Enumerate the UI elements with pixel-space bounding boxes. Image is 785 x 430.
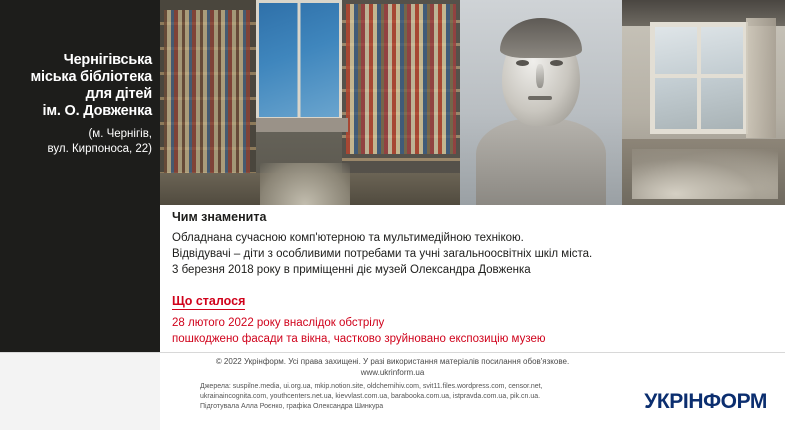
sources (200, 382, 580, 412)
debris (260, 163, 350, 205)
title-line-3: для дітей (85, 86, 152, 102)
known-for-line-2: Відвідувачі – діти з особливими потребами та учні загальноосвітніх шкіл міста. (172, 248, 593, 260)
what-happened-heading: Що сталося (172, 294, 246, 308)
bust-mouth (528, 96, 552, 100)
curtain (746, 18, 776, 138)
page-title (8, 52, 152, 120)
sources-line-2: ukrainaincognita.com, youthcenters.net.ua, kievvlast.com.ua, barabooka.com.ua, istpravda.com.ua, pik.cn.ua. (200, 393, 541, 400)
bust-nose (536, 64, 544, 88)
address-line-2: вул. Кирпоноса, 22) (47, 143, 152, 155)
title-line-1: Чернігівська (63, 52, 152, 68)
dovzhenko-bust-photo (460, 0, 622, 205)
library-interior-photo (160, 0, 460, 205)
what-happened-line-2: пошкоджено фасади та вікна, частково зруйновано експозицію музею (172, 333, 546, 345)
damaged-room-photo (622, 0, 785, 205)
books-left (164, 10, 250, 180)
title-line-4: ім. О. Довженка (42, 103, 152, 119)
footer-divider (0, 352, 785, 353)
sources-line-1: Джерела: suspilne.media, ui.org.ua, mkip.notion.site, oldchernihiv.com, svit11.files.wordpress.com, censor.net, (200, 383, 543, 390)
window-frame (256, 0, 342, 120)
address-line-1: (м. Чернігів, (88, 128, 152, 140)
address (8, 127, 152, 157)
known-for-line-1: Обладнана сучасною комп'ютерною та мультимедійною технікою. (172, 232, 524, 244)
website-url[interactable]: www.ukrinform.ua (360, 368, 425, 377)
broken-window (650, 22, 748, 134)
bust-eye-right (550, 60, 563, 66)
title-line-2: міська бібліотека (30, 69, 152, 85)
copyright (0, 356, 785, 378)
books-right (346, 4, 456, 154)
known-for-line-3: 3 березня 2018 року в приміщенні діє музей Олександра Довженка (172, 264, 531, 276)
title-panel (0, 0, 160, 352)
bust-eye-left (516, 60, 529, 66)
ukrinform-logo: УКРІНФОРМ (644, 390, 767, 413)
sources-line-3: Підготувала Алла Роєнко, графіка Олександра Шинкура (200, 403, 384, 410)
text-content (172, 210, 772, 347)
photo-strip (160, 0, 785, 205)
table (256, 118, 348, 132)
bust-shoulders (476, 118, 606, 205)
what-happened-line-1: 28 лютого 2022 року внаслідок обстрілу (172, 317, 385, 329)
known-for-heading: Чим знаменита (172, 210, 267, 224)
rubble (632, 149, 778, 199)
copyright-text: © 2022 Укрінформ. Усі права захищені. У разі використання матеріалів посилання обов'язкове. (215, 357, 570, 366)
